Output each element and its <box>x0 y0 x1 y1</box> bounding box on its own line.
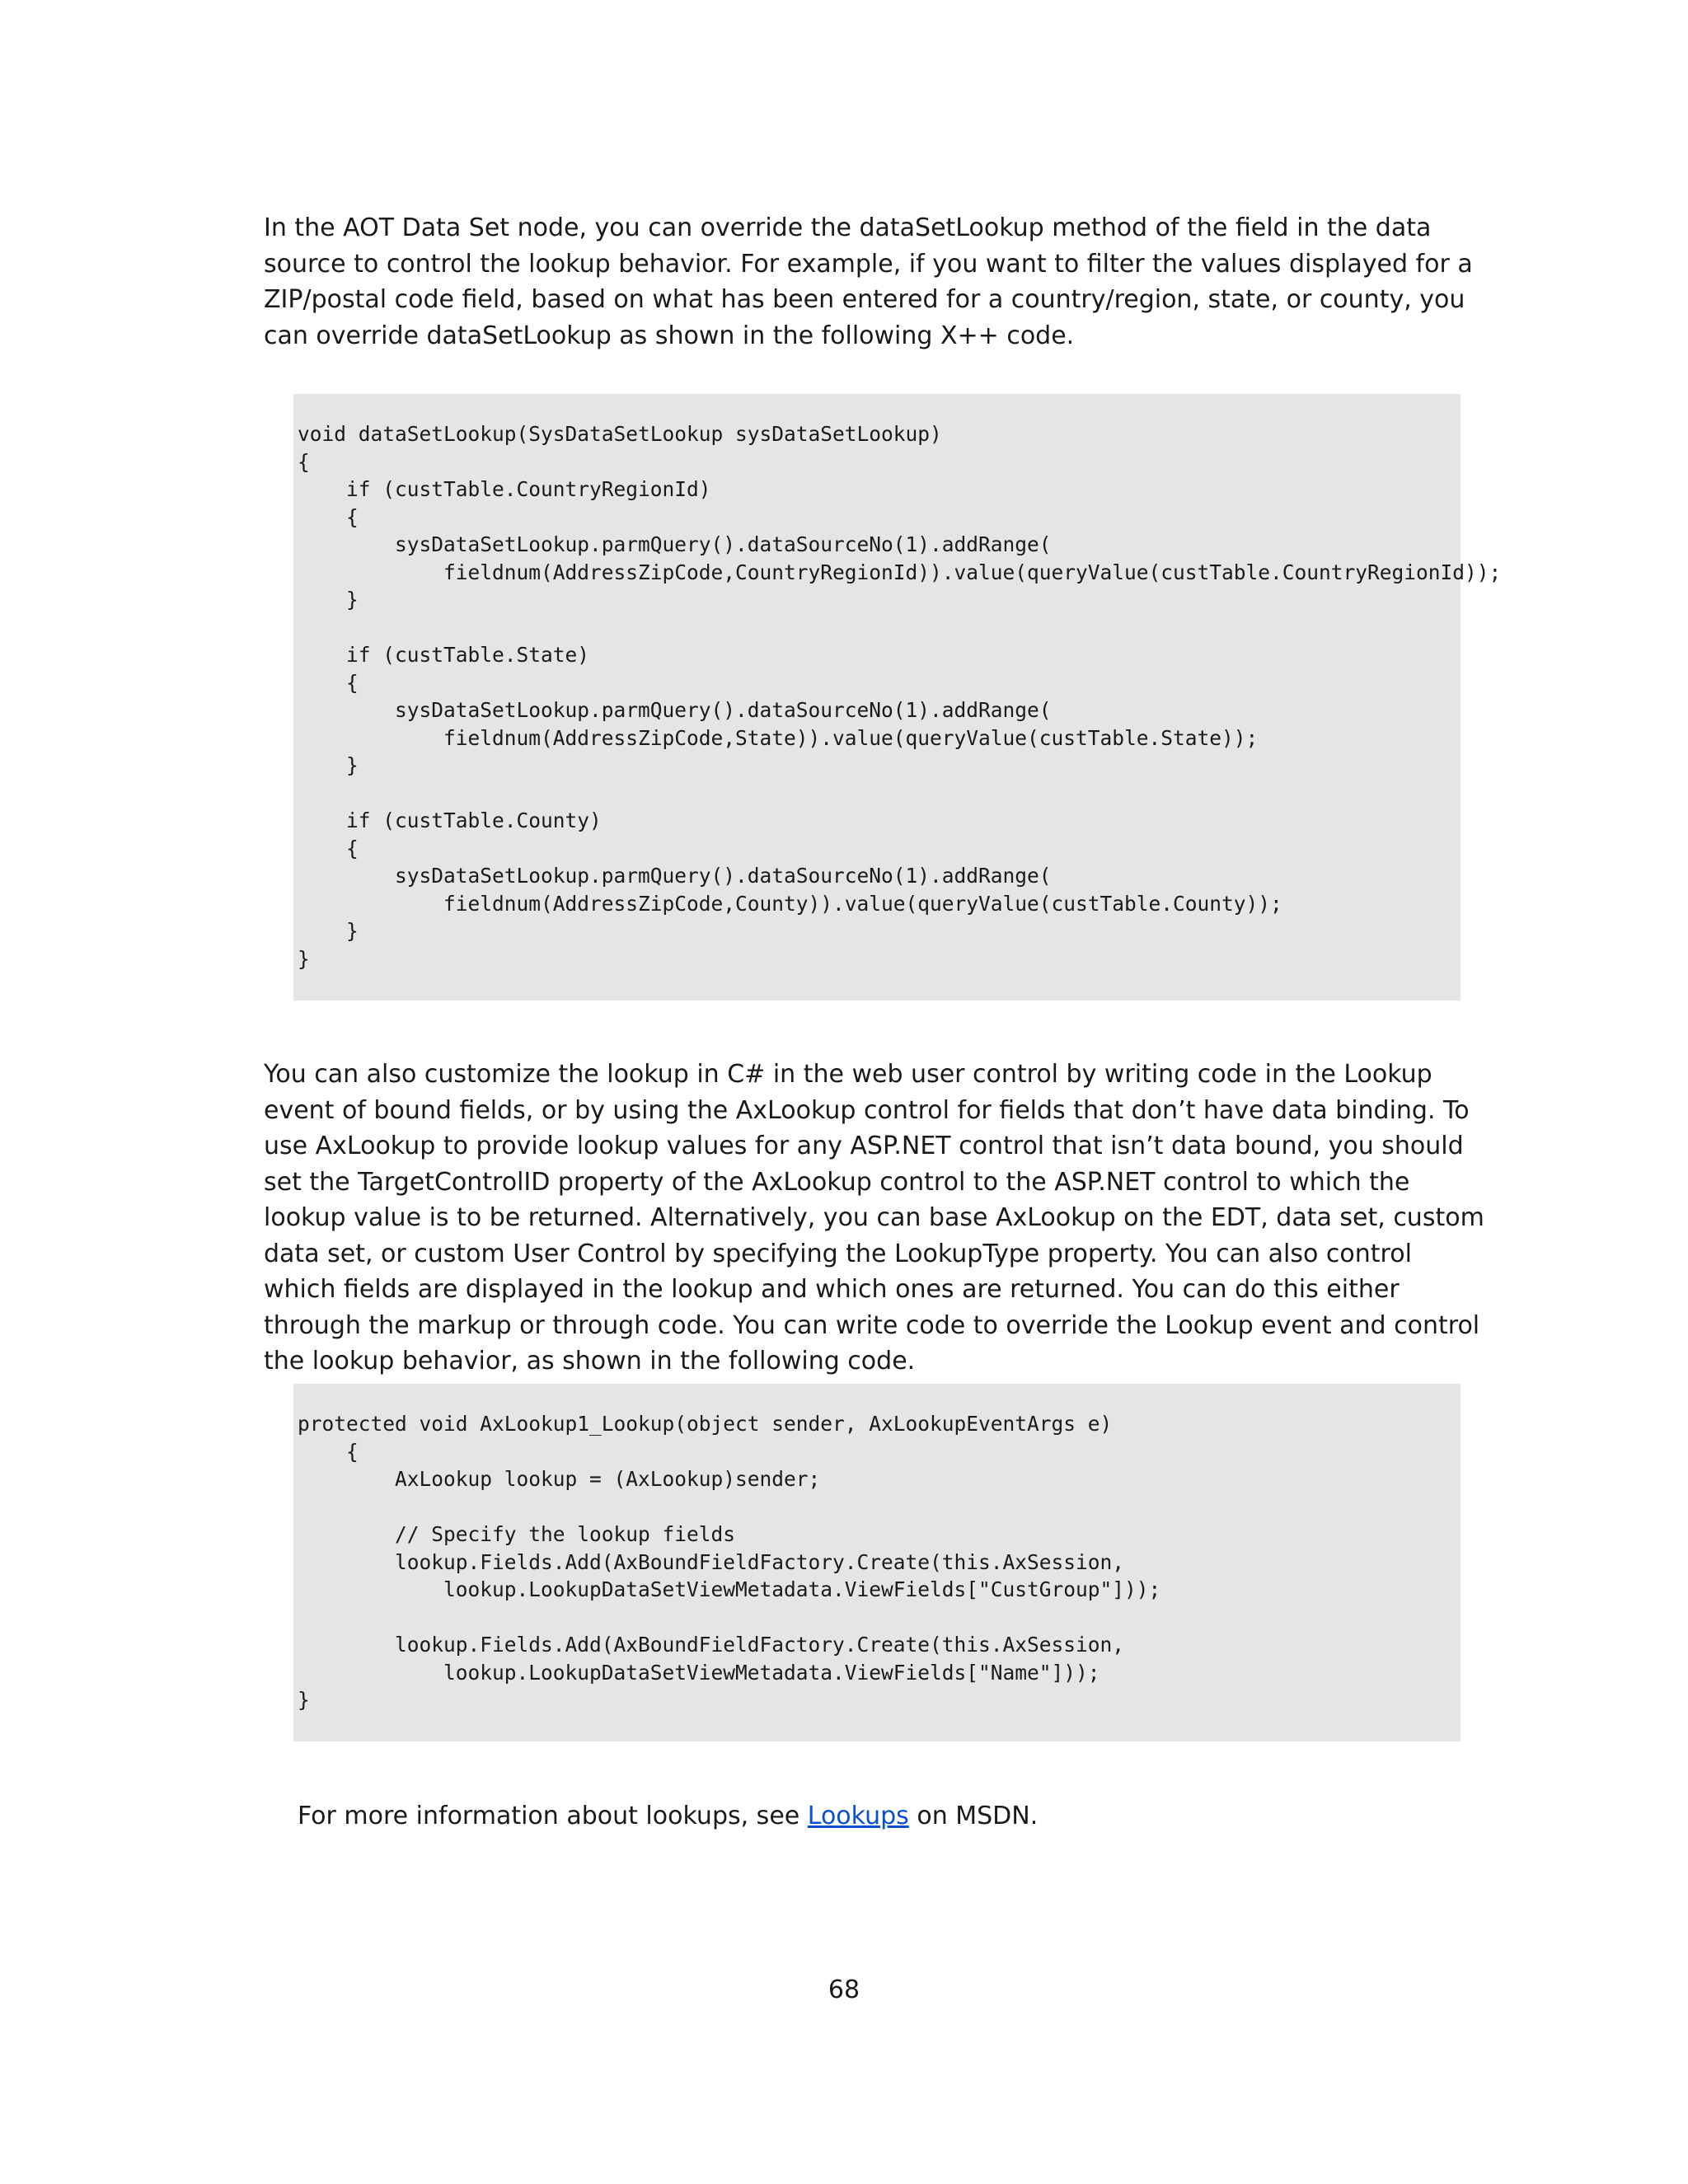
more-info-sentence <box>298 1798 1038 1834</box>
xpp-code-block <box>293 394 1502 1001</box>
code-line: void dataSetLookup(SysDataSetLookup sysDataSetLookup) <box>298 422 942 446</box>
page-number: 68 <box>828 1975 860 2004</box>
code-line <box>298 614 1461 642</box>
code-line: lookup.LookupDataSetViewMetadata.ViewFields["Name"])); <box>298 1660 1100 1685</box>
code-line: { <box>298 670 359 695</box>
code-line: lookup.Fields.Add(AxBoundFieldFactory.Create(this.AxSession, <box>298 1549 1125 1574</box>
code-line: lookup.LookupDataSetViewMetadata.ViewFields["CustGroup"])); <box>298 1577 1161 1601</box>
code-line <box>298 1604 1461 1632</box>
code-line: } <box>298 946 310 971</box>
code-line: { <box>298 449 310 474</box>
code-line: if (custTable.County) <box>298 808 602 832</box>
code-line: sysDataSetLookup.parmQuery().dataSourceNo(1).addRange( <box>298 864 1052 888</box>
code-line: { <box>298 836 359 860</box>
code-line: fieldnum(AddressZipCode,CountryRegionId)).value(queryValue(custTable.CountryRegionId)); <box>298 560 1502 584</box>
csharp-code-block <box>293 1384 1461 1741</box>
code-line: sysDataSetLookup.parmQuery().dataSourceNo(1).addRange( <box>298 698 1052 722</box>
more-info-suffix: on MSDN. <box>908 1802 1039 1830</box>
csharp-paragraph: You can also customize the lookup in C# in the web user control by writing code in the Lookup event of bound fields, or by using the AxLookup control for fields that don’t have data binding. To use AxLookup to provide lookup values for any ASP.NET control that isn’t data bound, you should set the TargetControlID property of the AxLookup control to the ASP.NET control to which the lookup value is to be returned. Alternatively, you can base AxLookup on the EDT, data set, custom data set, or custom User Control by specifying the LookupType property. You can also control which fields are displayed in the lookup and which ones are returned. You can do this either through the markup or through code. You can write code to override the Lookup event and control the lookup behavior, as shown in the following code. <box>264 1060 1484 1376</box>
code-line: fieldnum(AddressZipCode,State)).value(queryValue(custTable.State)); <box>298 725 1259 750</box>
more-info-prefix: For more information about lookups, see <box>298 1802 808 1830</box>
code-line: } <box>298 919 359 943</box>
code-line: } <box>298 1688 310 1712</box>
code-line: } <box>298 588 359 612</box>
code-line <box>298 1493 1461 1521</box>
code-line: protected void AxLookup1_Lookup(object sender, AxLookupEventArgs e) <box>298 1412 1113 1436</box>
code-line: lookup.Fields.Add(AxBoundFieldFactory.Create(this.AxSession, <box>298 1633 1125 1657</box>
lookups-link[interactable]: Lookups <box>807 1802 909 1830</box>
code-line: { <box>298 504 359 529</box>
code-line: if (custTable.State) <box>298 643 590 667</box>
code-line: fieldnum(AddressZipCode,County)).value(queryValue(custTable.County)); <box>298 891 1282 916</box>
code-line <box>298 780 1461 808</box>
code-line: } <box>298 753 359 777</box>
code-line: if (custTable.CountryRegionId) <box>298 477 711 501</box>
code-line: { <box>298 1439 359 1464</box>
code-line: sysDataSetLookup.parmQuery().dataSourceNo(1).addRange( <box>298 532 1052 556</box>
code-line: // Specify the lookup fields <box>298 1522 736 1546</box>
intro-paragraph: In the AOT Data Set node, you can override the dataSetLookup method of the field in the data source to control the lookup behavior. For example, if you want to filter the values displayed for a ZIP/postal code field, based on what has been entered for a country/region, state, or county, you can override dataSetLookup as shown in the following X++ code. <box>264 213 1473 350</box>
code-line: AxLookup lookup = (AxLookup)sender; <box>298 1467 821 1491</box>
